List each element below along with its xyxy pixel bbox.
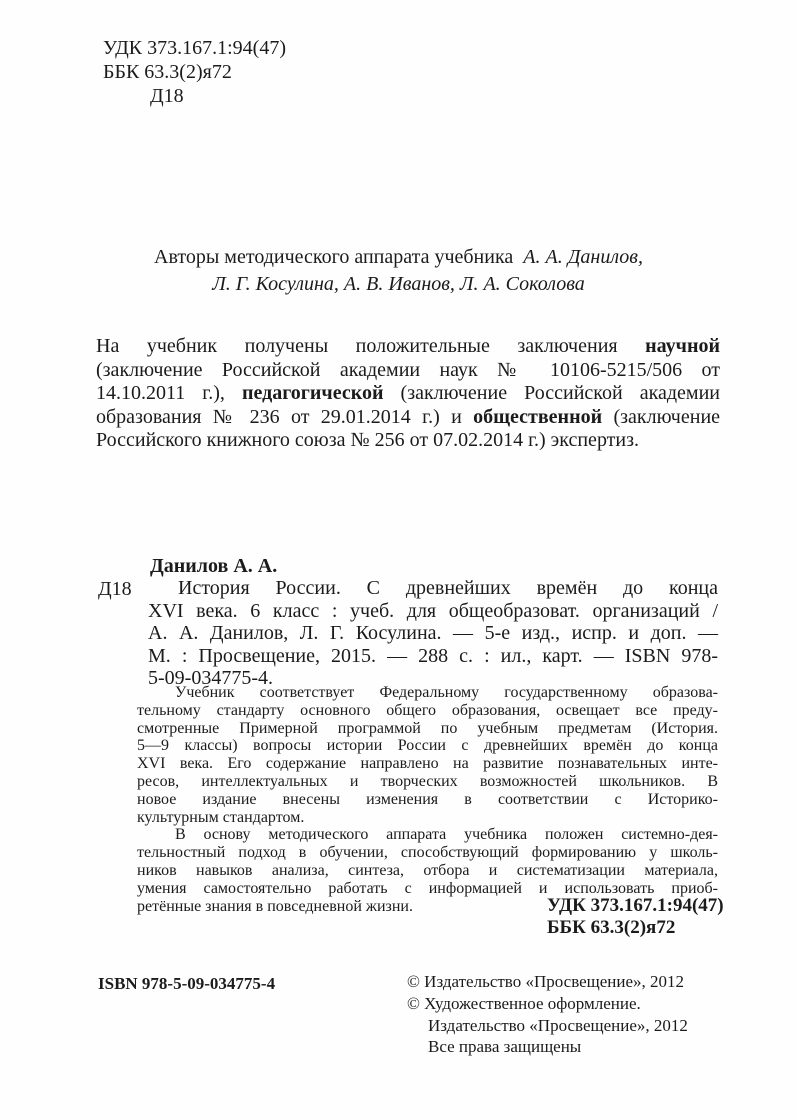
text-line: ретённые знания в повседневной жизни. (137, 897, 413, 915)
isbn-number: ISBN 978-5-09-034775-4 (98, 974, 276, 993)
udk-code: УДК 373.167.1:94(47) (103, 37, 286, 59)
author-sign-code: Д18 (150, 85, 184, 107)
text-line: 5-09-034775-4. (148, 667, 273, 690)
text-line: ресов, интеллектуальных и творческих возможностей школьников. В (137, 772, 718, 790)
text-segment: (заключение Российской академии (400, 382, 720, 405)
bbk-code: ББК 63.3(2)я72 (103, 61, 232, 83)
classification-codes-bottom (547, 895, 724, 939)
author-names: Л. Г. Косулина, А. В. Иванов, Л. А. Соколова (212, 273, 585, 295)
bib-author-header: Данилов А. А. (150, 555, 278, 577)
text-segment: На учебник получены положительные заключения (96, 335, 618, 357)
text-segment: (заключение (613, 405, 721, 428)
text-line: тельностный подход в обучении, способствующий формированию у школь- (137, 844, 718, 862)
bib-author-sign-code: Д18 (98, 578, 132, 600)
bbk-code: ББК 63.3(2)я72 (547, 917, 676, 938)
udk-code: УДК 373.167.1:94(47) (547, 895, 724, 916)
copyright-line: Все права защищены (428, 1037, 582, 1057)
text-line: 5—9 классы) вопросы истории России с древнейших времён до конца (137, 737, 718, 755)
text-line: История России. С древнейших времён до конца (178, 577, 718, 599)
authors-line-2 (0, 271, 797, 298)
text-line: Российского книжного союза № 256 от 07.02.2014 г.) экспертиз. (96, 429, 640, 452)
methodical-authors-block (0, 244, 797, 298)
text-line: В основу методического аппарата учебника положен системно-дея- (175, 826, 718, 844)
copyright-block (407, 971, 688, 1058)
text-line: тельному стандарту основного общего образования, освещает все преду- (137, 701, 718, 719)
text-segment: образования № 236 от 29.01.2014 г.) и (96, 405, 462, 428)
text-line (96, 335, 720, 359)
text-line: культурным стандартом. (137, 808, 305, 826)
text-line: А. А. Данилов, Л. Г. Косулина. — 5-е изд., испр. и доп. — (148, 622, 718, 645)
classification-codes-top (103, 36, 286, 108)
text-line: XVI века. 6 класс : учеб. для общеобразоват. организаций / (148, 599, 718, 622)
text-line (96, 406, 720, 430)
text-line: новое издание внесены изменения в соответствии с Историко- (137, 790, 718, 808)
text-line: смотренные Примерной программой по учебным предметам (История. (137, 719, 718, 737)
author-names: А. А. Данилов, (523, 246, 643, 268)
copyright-line: © Издательство «Просвещение», 2012 (407, 972, 685, 991)
text-line: М. : Просвещение, 2015. — 288 с. : ил., карт. — ISBN 978- (148, 644, 718, 667)
text-line: XVI века. Его содержание направлено на развитие познавательных инте- (137, 755, 718, 773)
text-line (96, 382, 720, 406)
text-line: Учебник соответствует Федеральному государственному образова- (175, 684, 718, 701)
text-line: (заключение Российской академии наук № 10106-5215/506 от (96, 358, 720, 381)
text-segment: 14.10.2011 г.), (96, 382, 225, 405)
bibliographic-description (148, 577, 718, 690)
text-line: ников навыков анализа, синтеза, отбора и систематизации материала, (137, 861, 718, 879)
copyright-line: Издательство «Просвещение», 2012 (428, 1015, 688, 1035)
annotation-block (137, 684, 718, 915)
bold-keyword: педагогической (241, 382, 384, 405)
bold-keyword: научной (645, 335, 720, 357)
text-line: умения самостоятельно работать с информацией и использовать приоб- (137, 879, 718, 897)
authors-line-1 (0, 244, 797, 271)
bold-keyword: общественной (473, 405, 603, 428)
expertise-paragraph (96, 335, 720, 453)
copyright-line: © Художественное оформление. (407, 993, 641, 1013)
authors-prefix: Авторы методического аппарата учебника (154, 246, 514, 268)
